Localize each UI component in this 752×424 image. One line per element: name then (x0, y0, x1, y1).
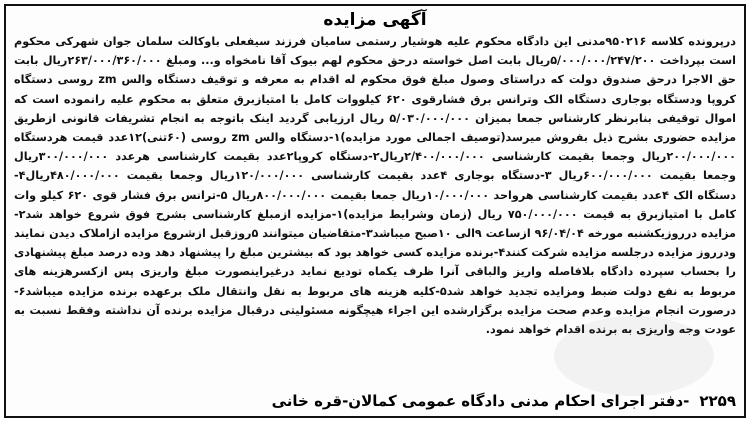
auction-notice (4, 4, 746, 418)
notice-footer (14, 392, 736, 410)
footer-office: -دفتر اجرای احکام مدنی دادگاه عمومی کمالان-قره خانی (271, 392, 690, 410)
stamp-watermark (554, 316, 714, 396)
notice-body: درپرونده کلاسه ۹۵۰۲۱۶مدنی این دادگاه محکوم علیه هوشیار رستمی سامیان فرزند سیفعلی باوکالت سلمان جوان شهرکی محکوم است بپرداخت ۵/۰۰۰/۰۰۰/۲۴۷/۲۰۰ریال بابت اصل خواسته درحق محکوم لهم بیوک آقا نامخواه و... ومبلغ ۲۶۳/۰۰۰/۳۶۰/۰۰۰ریال بابت حق الاجرا درحق صندوق دولت که دراستای وصول مبلغ فوق محکوم له اقدام به معرفه و توقیف دستگاه والس zm روسی دستگاه کروپا ودستگاه بوجاری دستگاه الک وترانس برق فشارقوی ۶۲۰ کیلووات کامل با امتیازبرق متعلق به محکوم علیه رانموده است که اموال توقیفی بنابرنظر کارشناس جمعا بمیزان ۵/۰۳۰/۰۰۰/۰۰۰ ریال ارزیابی گردید اینک باتوجه به انجام تشریفات قانونی ازطریق مزایده حضوری بشرح ذیل بفروش میرسد(توصیف اجمالی مورد مزایده)۱-دستگاه والس zm روسی (۶۰تنی)۱۲عدد قیمت هردستگاه ۲۰۰/۰۰۰/۰۰۰ریال وجمعا بقیمت کارشناسی ۲/۴۰۰/۰۰۰/۰۰۰ریال۲-دستگاه کروپا۲عدد بقیمت کارشناسی هرعدد ۳۰۰/۰۰۰/۰۰۰ریال وجمعا بقیمت ۶۰۰/۰۰۰/۰۰۰ریال ۳-دستگاه بوجاری ۴عدد بقیمت کارشناسی ۱۲۰/۰۰۰/۰۰۰ریال وجمعا بقیمت ۴۸۰/۰۰۰/۰۰۰ریال۴-دستگاه الک ۴عدد بقیمت کارشناسی هرواحد ۱۰/۰۰۰/۰۰۰ریال جمعا بقیمت ۸۰۰/۰۰۰/۰۰۰ریال ۵-ترانس برق فشار قوی ۶۲۰ کیلو وات کامل با امتیازبرق به قیمت ۷۵۰/۰۰۰/۰۰۰ ریال (زمان وشرایط مزایده)۱-مزایده ازمبلغ کارشناسی بشرح فوق شروع خواهد شد۲-مزایده درروزیکشنبه مورخه ۹۶/۰۴/۰۴ ازساعت ۹الی ۱۰صبح میباشد۳-متقاضیان میتوانند ۵روزقبل ازشروع مزایده ازاملاک دیدن نمایند ودرروز مزایده درجلسه مزایده شرکت کنند۴-برنده مزایده کسی خواهد بود که بیشترین مبلغ را پیشنهاد دهد وده درصد مبلغ پیشنهادی را بحساب سپرده دادگاه بلافاصله واریز والباقی آنرا ظرف یکماه تودیع نماید درغیراینصورت مبلغ واریزی پس ازکسرهزینه های مربوط به نفع دولت ضبط ومزایده تجدید خواهد شد۵-کلیه هزینه های مربوط به نقل وانتقال ملک برعهده برنده مزایده میباشد۶-درصورت انجام مزایده وعدم صحت مزایده برگزارشده این اجراء هیچگونه مسئولیتی درقبال مزایده برنده آن نداشته وفقط نسبت به عودت وجه واریزی به برنده اقدام خواهد نمود. (14, 35, 737, 337)
notice-title: آگهی مزایده (323, 10, 427, 30)
footer-number: ۲۲۵۹ (699, 392, 736, 410)
